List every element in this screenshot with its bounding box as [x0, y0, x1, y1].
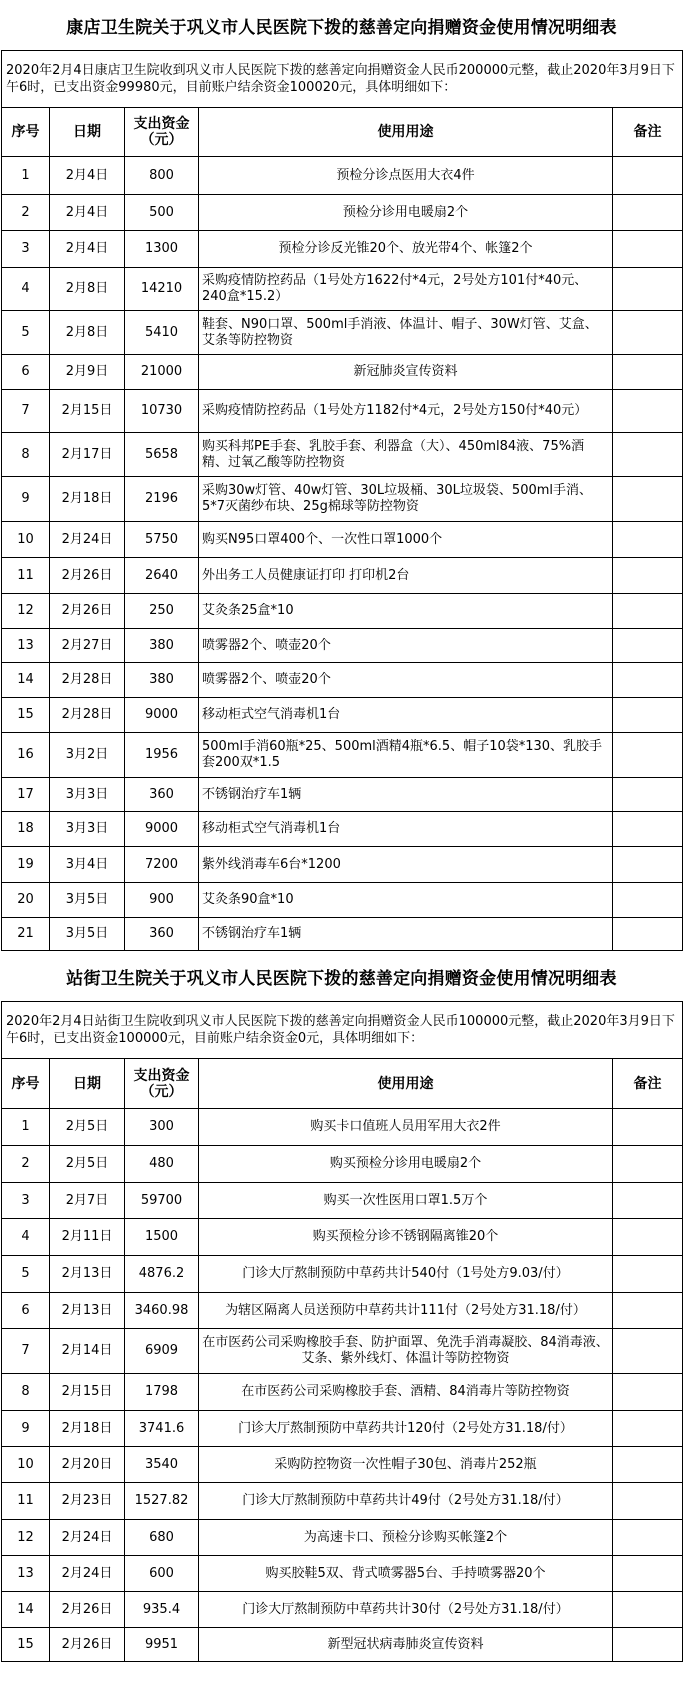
row-number: 7 — [2, 1329, 50, 1374]
row-amount: 680 — [125, 1520, 199, 1556]
header-no: 序号 — [2, 1059, 50, 1109]
row-note — [613, 268, 683, 311]
row-purpose: 艾灸条25盒*10 — [199, 594, 613, 629]
row-purpose: 喷雾器2个、喷壶20个 — [199, 629, 613, 663]
row-number: 14 — [2, 1592, 50, 1628]
header-date: 日期 — [50, 108, 125, 157]
row-purpose: 在市医药公司采购橡胶手套、酒精、84消毒片等防控物资 — [199, 1374, 613, 1411]
row-number: 11 — [2, 558, 50, 594]
table-row — [2, 1628, 683, 1662]
table-row — [2, 433, 683, 477]
row-amount: 935.4 — [125, 1592, 199, 1628]
row-date: 2月24日 — [50, 522, 125, 558]
row-purpose: 购买胶鞋5双、背式喷雾器5台、手持喷雾器20个 — [199, 1556, 613, 1592]
row-purpose: 艾灸条90盒*10 — [199, 883, 613, 918]
row-amount: 9000 — [125, 812, 199, 847]
row-number: 2 — [2, 1146, 50, 1183]
row-note — [613, 1109, 683, 1146]
row-purpose: 新冠肺炎宣传资料 — [199, 355, 613, 390]
row-note — [613, 1556, 683, 1592]
row-purpose: 购买卡口值班人员用军用大衣2件 — [199, 1109, 613, 1146]
row-purpose: 购买预检分诊不锈钢隔离锥20个 — [199, 1219, 613, 1256]
row-date: 3月3日 — [50, 778, 125, 812]
row-amount: 600 — [125, 1556, 199, 1592]
row-number: 10 — [2, 1447, 50, 1483]
row-amount: 480 — [125, 1146, 199, 1183]
row-note — [613, 698, 683, 733]
row-number: 4 — [2, 268, 50, 311]
row-amount: 1956 — [125, 733, 199, 778]
row-amount: 59700 — [125, 1183, 199, 1219]
row-note — [613, 1411, 683, 1447]
section-2-title: 站街卫生院关于巩义市人民医院下拨的慈善定向捐赠资金使用情况明细表 — [66, 968, 617, 989]
row-date: 2月23日 — [50, 1483, 125, 1520]
table-row — [2, 629, 683, 663]
row-amount: 900 — [125, 883, 199, 918]
row-purpose: 购买预检分诊用电暖扇2个 — [199, 1146, 613, 1183]
header-note: 备注 — [613, 1059, 683, 1109]
row-date: 2月24日 — [50, 1520, 125, 1556]
row-number: 8 — [2, 433, 50, 477]
row-date: 2月11日 — [50, 1219, 125, 1256]
row-date: 2月18日 — [50, 477, 125, 522]
row-date: 2月4日 — [50, 195, 125, 231]
row-number: 7 — [2, 390, 50, 433]
table-row — [2, 1256, 683, 1293]
row-amount: 360 — [125, 778, 199, 812]
row-date: 2月9日 — [50, 355, 125, 390]
section-2-rows — [2, 1109, 683, 1662]
row-note — [613, 1592, 683, 1628]
row-purpose: 预检分诊用电暖扇2个 — [199, 195, 613, 231]
row-amount: 21000 — [125, 355, 199, 390]
row-note — [613, 1447, 683, 1483]
row-amount: 380 — [125, 663, 199, 698]
table-row — [2, 778, 683, 812]
header-purpose: 使用用途 — [199, 1059, 613, 1109]
table-row — [2, 1447, 683, 1483]
row-purpose: 预检分诊点医用大衣4件 — [199, 157, 613, 195]
section-1-table — [1, 50, 683, 951]
section-1-intro: 2020年2月4日康店卫生院收到巩义市人民医院下拨的慈善定向捐赠资金人民币200000元整，截止2020年3月9日下午6时，已支出资金99980元，目前账户结余资金100020元，具体明细如下： — [2, 51, 683, 108]
row-date: 3月5日 — [50, 918, 125, 951]
row-amount: 1527.82 — [125, 1483, 199, 1520]
table-row — [2, 1219, 683, 1256]
row-date: 2月26日 — [50, 594, 125, 629]
row-note — [613, 1293, 683, 1329]
row-date: 2月5日 — [50, 1146, 125, 1183]
row-purpose: 购买N95口罩400个、一次性口罩1000个 — [199, 522, 613, 558]
row-amount: 10730 — [125, 390, 199, 433]
row-date: 3月5日 — [50, 883, 125, 918]
table-row — [2, 195, 683, 231]
row-number: 16 — [2, 733, 50, 778]
table-row — [2, 355, 683, 390]
row-number: 12 — [2, 1520, 50, 1556]
row-note — [613, 157, 683, 195]
row-amount: 14210 — [125, 268, 199, 311]
row-number: 13 — [2, 1556, 50, 1592]
row-amount: 6909 — [125, 1329, 199, 1374]
section-1-rows — [2, 157, 683, 951]
row-date: 2月24日 — [50, 1556, 125, 1592]
row-purpose: 门诊大厅熬制预防中草药共计120付（2号处方31.18/付） — [199, 1411, 613, 1447]
row-note — [613, 522, 683, 558]
row-date: 2月5日 — [50, 1109, 125, 1146]
row-date: 2月13日 — [50, 1256, 125, 1293]
row-note — [613, 1183, 683, 1219]
row-date: 2月18日 — [50, 1411, 125, 1447]
table-row — [2, 1592, 683, 1628]
row-amount: 9000 — [125, 698, 199, 733]
header-amount: 支出资金（元） — [125, 108, 199, 157]
row-date: 3月2日 — [50, 733, 125, 778]
header-amount: 支出资金（元） — [125, 1059, 199, 1109]
row-date: 2月28日 — [50, 698, 125, 733]
row-purpose: 门诊大厅熬制预防中草药共计540付（1号处方9.03/付） — [199, 1256, 613, 1293]
table-row — [2, 1520, 683, 1556]
row-date: 3月3日 — [50, 812, 125, 847]
table-row — [2, 311, 683, 355]
row-note — [613, 355, 683, 390]
table-row — [2, 1146, 683, 1183]
table-row — [2, 698, 683, 733]
row-number: 14 — [2, 663, 50, 698]
row-note — [613, 231, 683, 268]
row-date: 2月8日 — [50, 268, 125, 311]
section-2-intro: 2020年2月4日站街卫生院收到巩义市人民医院下拨的慈善定向捐赠资金人民币100000元整，截止2020年3月9日下午6时，已支出资金100000元，目前账户结余资金0元，具体明细如下： — [2, 1002, 683, 1059]
section-2-table — [1, 1001, 683, 1662]
row-purpose: 采购防控物资一次性帽子30包、消毒片252瓶 — [199, 1447, 613, 1483]
row-date: 2月26日 — [50, 1592, 125, 1628]
table-row — [2, 812, 683, 847]
row-number: 15 — [2, 1628, 50, 1662]
row-note — [613, 433, 683, 477]
row-date: 2月15日 — [50, 390, 125, 433]
table-row — [2, 1374, 683, 1411]
header-date: 日期 — [50, 1059, 125, 1109]
table-row — [2, 558, 683, 594]
row-number: 11 — [2, 1483, 50, 1520]
row-purpose: 采购疫情防控药品（1号处方1622付*4元，2号处方101付*40元、240盒*15.2） — [199, 268, 613, 311]
row-purpose: 预检分诊反光锥20个、放光带4个、帐篷2个 — [199, 231, 613, 268]
row-amount: 500 — [125, 195, 199, 231]
row-date: 2月15日 — [50, 1374, 125, 1411]
row-note — [613, 1329, 683, 1374]
table-row — [2, 157, 683, 195]
table-row — [2, 268, 683, 311]
row-number: 5 — [2, 1256, 50, 1293]
row-note — [613, 812, 683, 847]
row-date: 2月26日 — [50, 558, 125, 594]
row-number: 8 — [2, 1374, 50, 1411]
table-row — [2, 847, 683, 883]
row-note — [613, 778, 683, 812]
row-amount: 1798 — [125, 1374, 199, 1411]
row-purpose: 购买科邦PE手套、乳胶手套、利器盒（大）、450ml84液、75%酒精、过氧乙酸等防控物资 — [199, 433, 613, 477]
row-purpose: 移动柜式空气消毒机1台 — [199, 812, 613, 847]
row-amount: 380 — [125, 629, 199, 663]
row-purpose: 为高速卡口、预检分诊购买帐篷2个 — [199, 1520, 613, 1556]
table-row — [2, 1329, 683, 1374]
row-note — [613, 883, 683, 918]
row-amount: 1500 — [125, 1219, 199, 1256]
table-row — [2, 663, 683, 698]
row-number: 13 — [2, 629, 50, 663]
row-note — [613, 1520, 683, 1556]
row-amount: 3741.6 — [125, 1411, 199, 1447]
row-date: 2月7日 — [50, 1183, 125, 1219]
table-row — [2, 883, 683, 918]
row-note — [613, 663, 683, 698]
row-number: 3 — [2, 231, 50, 268]
row-number: 9 — [2, 1411, 50, 1447]
table-row — [2, 1411, 683, 1447]
row-purpose: 鞋套、N90口罩、500ml手消液、体温计、帽子、30W灯管、艾盒、艾条等防控物资 — [199, 311, 613, 355]
row-number: 5 — [2, 311, 50, 355]
row-note — [613, 311, 683, 355]
row-note — [613, 390, 683, 433]
row-amount: 9951 — [125, 1628, 199, 1662]
table-row — [2, 477, 683, 522]
row-note — [613, 733, 683, 778]
row-date: 2月27日 — [50, 629, 125, 663]
row-note — [613, 1146, 683, 1183]
row-date: 2月4日 — [50, 231, 125, 268]
row-number: 18 — [2, 812, 50, 847]
row-amount: 4876.2 — [125, 1256, 199, 1293]
row-purpose: 门诊大厅熬制预防中草药共计30付（2号处方31.18/付） — [199, 1592, 613, 1628]
table-row — [2, 522, 683, 558]
row-note — [613, 1483, 683, 1520]
row-date: 2月14日 — [50, 1329, 125, 1374]
row-purpose: 新型冠状病毒肺炎宣传资料 — [199, 1628, 613, 1662]
row-amount: 2640 — [125, 558, 199, 594]
row-purpose: 在市医药公司采购橡胶手套、防护面罩、免洗手消毒凝胶、84消毒液、艾条、紫外线灯、体温计等防控物资 — [199, 1329, 613, 1374]
row-note — [613, 1256, 683, 1293]
table-row — [2, 594, 683, 629]
row-note — [613, 558, 683, 594]
row-note — [613, 1374, 683, 1411]
row-number: 19 — [2, 847, 50, 883]
row-amount: 2196 — [125, 477, 199, 522]
row-number: 3 — [2, 1183, 50, 1219]
row-number: 6 — [2, 1293, 50, 1329]
table-row — [2, 733, 683, 778]
row-amount: 1300 — [125, 231, 199, 268]
row-note — [613, 195, 683, 231]
row-number: 12 — [2, 594, 50, 629]
row-date: 2月17日 — [50, 433, 125, 477]
table-row — [2, 231, 683, 268]
row-date: 2月20日 — [50, 1447, 125, 1483]
row-note — [613, 1219, 683, 1256]
row-purpose: 喷雾器2个、喷壶20个 — [199, 663, 613, 698]
row-number: 1 — [2, 1109, 50, 1146]
row-date: 2月28日 — [50, 663, 125, 698]
section-1-title: 康店卫生院关于巩义市人民医院下拨的慈善定向捐赠资金使用情况明细表 — [66, 17, 617, 38]
row-amount: 3460.98 — [125, 1293, 199, 1329]
row-note — [613, 1628, 683, 1662]
row-purpose: 采购疫情防控药品（1号处方1182付*4元，2号处方150付*40元） — [199, 390, 613, 433]
row-note — [613, 477, 683, 522]
row-purpose: 采购30w灯管、40w灯管、30L垃圾桶、30L垃圾袋、500ml手消、5*7灭菌纱布块、25g棉球等防控物资 — [199, 477, 613, 522]
header-purpose: 使用用途 — [199, 108, 613, 157]
table-row — [2, 1109, 683, 1146]
row-number: 21 — [2, 918, 50, 951]
table-row — [2, 1183, 683, 1219]
row-date: 3月4日 — [50, 847, 125, 883]
row-purpose: 500ml手消60瓶*25、500ml酒精4瓶*6.5、帽子10袋*130、乳胶手套200双*1.5 — [199, 733, 613, 778]
row-purpose: 不锈钢治疗车1辆 — [199, 778, 613, 812]
row-amount: 360 — [125, 918, 199, 951]
row-amount: 7200 — [125, 847, 199, 883]
row-number: 15 — [2, 698, 50, 733]
row-purpose: 为辖区隔离人员送预防中草药共计111付（2号处方31.18/付） — [199, 1293, 613, 1329]
row-note — [613, 847, 683, 883]
row-purpose: 移动柜式空气消毒机1台 — [199, 698, 613, 733]
row-date: 2月26日 — [50, 1628, 125, 1662]
row-purpose: 购买一次性医用口罩1.5万个 — [199, 1183, 613, 1219]
row-date: 2月4日 — [50, 157, 125, 195]
row-number: 10 — [2, 522, 50, 558]
row-amount: 5750 — [125, 522, 199, 558]
row-purpose: 外出务工人员健康证打印 打印机2台 — [199, 558, 613, 594]
header-no: 序号 — [2, 108, 50, 157]
row-amount: 300 — [125, 1109, 199, 1146]
row-date: 2月13日 — [50, 1293, 125, 1329]
row-note — [613, 918, 683, 951]
table-row — [2, 390, 683, 433]
header-note: 备注 — [613, 108, 683, 157]
row-purpose: 紫外线消毒车6台*1200 — [199, 847, 613, 883]
row-amount: 800 — [125, 157, 199, 195]
table-row — [2, 1293, 683, 1329]
table-row — [2, 1483, 683, 1520]
table-row — [2, 1556, 683, 1592]
row-purpose: 门诊大厅熬制预防中草药共计49付（2号处方31.18/付） — [199, 1483, 613, 1520]
row-number: 17 — [2, 778, 50, 812]
row-note — [613, 629, 683, 663]
row-number: 20 — [2, 883, 50, 918]
row-amount: 5658 — [125, 433, 199, 477]
row-date: 2月8日 — [50, 311, 125, 355]
row-amount: 5410 — [125, 311, 199, 355]
row-number: 9 — [2, 477, 50, 522]
row-amount: 3540 — [125, 1447, 199, 1483]
row-number: 4 — [2, 1219, 50, 1256]
row-number: 6 — [2, 355, 50, 390]
row-note — [613, 594, 683, 629]
row-number: 2 — [2, 195, 50, 231]
row-number: 1 — [2, 157, 50, 195]
table-row — [2, 918, 683, 951]
row-amount: 250 — [125, 594, 199, 629]
row-purpose: 不锈钢治疗车1辆 — [199, 918, 613, 951]
